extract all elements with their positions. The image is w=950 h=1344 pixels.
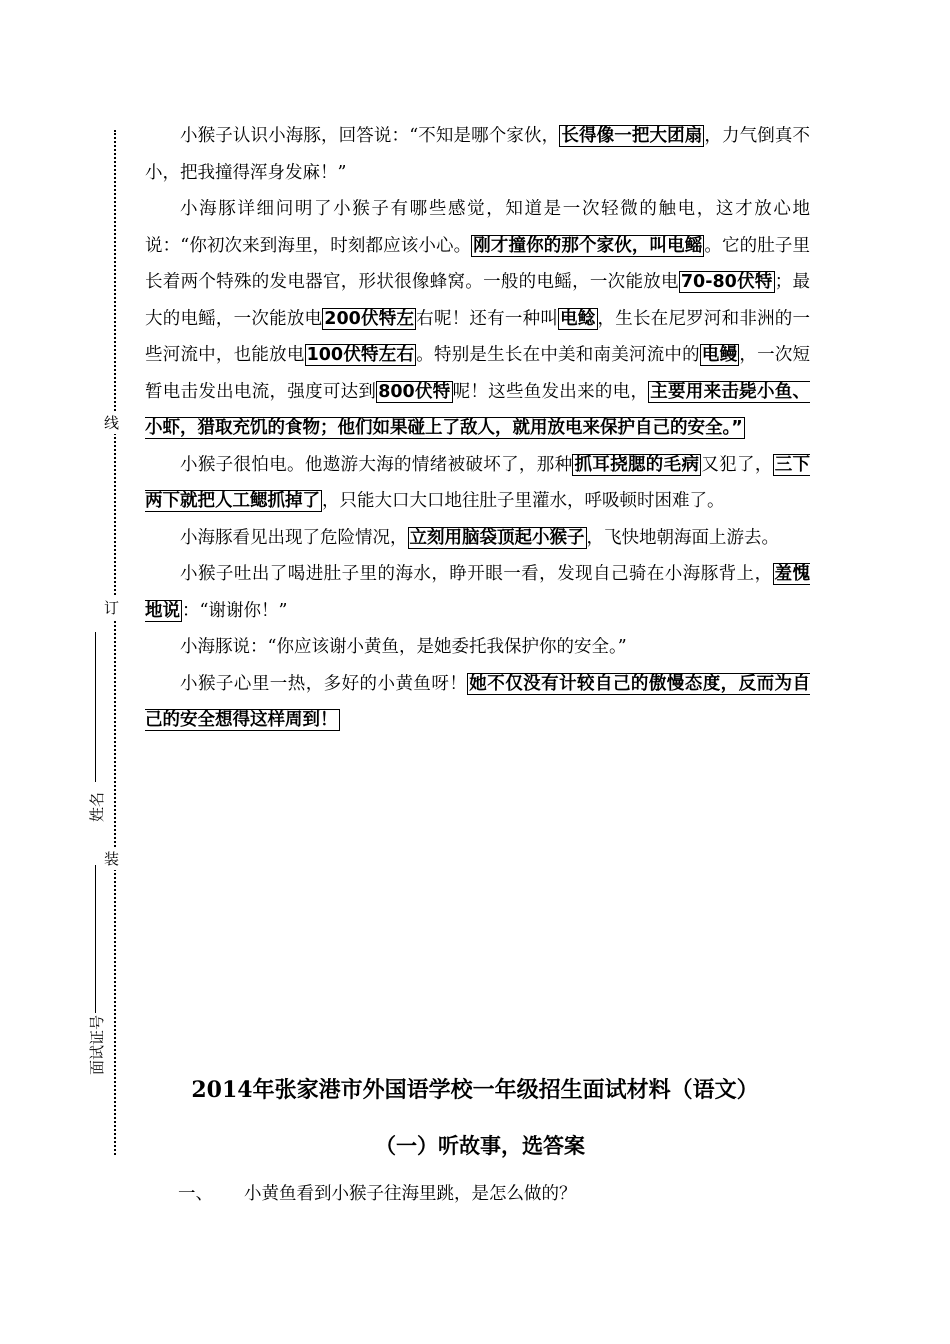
boxed-answer: 电鲶 bbox=[560, 308, 596, 329]
exam-id-fill-line bbox=[95, 865, 96, 1013]
boxed-answer: 长得像一把大团扇 bbox=[561, 126, 703, 146]
question-number: 一、 bbox=[178, 1184, 213, 1204]
paragraph: 小海豚详细问明了小猴子有哪些感觉，知道是一次轻微的触电，这才放心地说：“你初次来到海里，时刻都应该小心。 刚才撞你的那个家伙，叫电鳐 。它的肚子里长着两个特殊的发电器官，形状很像蜂窝。一般的电鳐，一次能放电 70-80伏特 ；最大的电鳐，一次能放电 200伏特左 右呢！还有一种叫 电鲶 ，生长在尼罗河和非洲的一些河流中，也能放电 100伏特左右 。特别是生长在中美和南美河流中的 电鳗 ，一次短暂电击发出电流，强度可达到 800伏特 呢！这些鱼发出来的电， 主要用来击毙小鱼、小虾，猎取充饥的食物；他们如果碰上了敌人，就用放电来保护自己的安全。” bbox=[145, 199, 811, 438]
boxed-answer: 200伏特左 bbox=[324, 308, 415, 329]
binding-dotted-line bbox=[114, 130, 116, 1155]
paragraph: 小猴子吐出了喝进肚子里的海水，睁开眼一看，发现自己骑在小海豚背上， 羞愧地说 ：“谢谢你！” bbox=[145, 564, 811, 621]
boxed-answer: 刚才撞你的那个家伙，叫电鳐 bbox=[473, 235, 703, 256]
boxed-answer: 她不仅没有计较自己的傲慢态度，反而为自己的安全想得这样周到！ bbox=[145, 673, 811, 730]
story-body bbox=[145, 118, 810, 739]
paragraph: 小猴子心里一热，多好的小黄鱼呀！ 她不仅没有计较自己的傲慢态度，反而为自己的安全想得这样周到！ bbox=[145, 673, 811, 730]
paragraph: 小猴子很怕电。他遨游大海的情绪被破坏了，那种 抓耳挠腮的毛病 又犯了， 三下两下就把人工鳃抓掉了 ，只能大口大口地往肚子里灌水，呼吸顿时困难了。 bbox=[145, 454, 811, 511]
exam-id-label: 面试证号 bbox=[88, 1014, 106, 1075]
boxed-answer: 100伏特左右 bbox=[306, 345, 415, 365]
question-text: 小黄鱼看到小猴子往海里跳，是怎么做的？ bbox=[244, 1184, 577, 1204]
name-label: 姓名 bbox=[88, 791, 106, 822]
boxed-answer: 70-80伏特 bbox=[680, 272, 773, 292]
binding-char-zhuang: 装 bbox=[104, 850, 120, 868]
document-title: 2014年张家港市外国语学校一年级招生面试材料（语文） bbox=[191, 1077, 759, 1103]
boxed-answer: 主要用来击毙小鱼、小虾，猎取充饥的食物；他们如果碰上了敌人，就用放电来保护自己的安全。” bbox=[145, 381, 811, 438]
binding-char-ding: 订 bbox=[104, 599, 120, 617]
question-1 bbox=[178, 1180, 577, 1205]
boxed-answer: 三下两下就把人工鳃抓掉了 bbox=[145, 454, 811, 511]
paragraph: 小海豚说：“你应该谢小黄鱼，是她委托我保护你的安全。” bbox=[180, 637, 627, 657]
paragraph: 小猴子认识小海豚，回答说：“不知是哪个家伙， 长得像一把大团扇 ，力气倒真不小，把我撞得浑身发麻！” bbox=[145, 126, 811, 183]
boxed-answer: 羞愧地说 bbox=[145, 564, 811, 621]
boxed-answer: 电鳗 bbox=[701, 345, 738, 365]
binding-char-xian: 线 bbox=[104, 414, 120, 432]
boxed-answer: 抓耳挠腮的毛病 bbox=[574, 454, 700, 475]
section-title: （一）听故事，选答案 bbox=[375, 1133, 585, 1158]
name-fill-line bbox=[95, 632, 96, 782]
paragraph: 小海豚看见出现了危险情况， 立刻用脑袋顶起小猴子 ，飞快地朝海面上游去。 bbox=[180, 527, 779, 548]
boxed-answer: 立刻用脑袋顶起小猴子 bbox=[409, 527, 585, 548]
boxed-answer: 800伏特 bbox=[378, 381, 451, 402]
